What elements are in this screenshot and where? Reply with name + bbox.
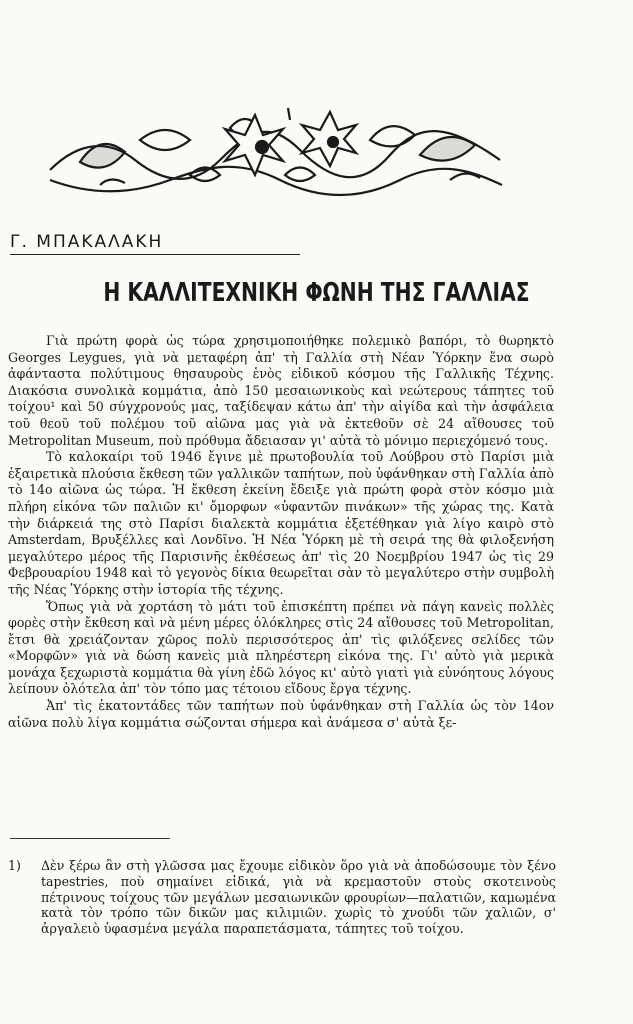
footnote-number: 1) [8, 858, 21, 873]
paragraph-4: Ἀπ' τὶς ἑκατοντάδες τῶν ταπήτων ποὺ ὑφάνθηκαν στὴ Γαλλία ὡς τὸν 14ον αἰῶνα πολὺ λίγα κομμάτια σώζονται σήμερα καὶ ἀνάμεσα σ' αὐτὰ ξε- [8, 698, 554, 730]
paragraph-2: Τὸ καλοκαίρι τοῦ 1946 ἔγινε μὲ πρωτοβουλία τοῦ Λούβρου στὸ Παρίσι μιὰ ἐξαιρετικὰ πλούσια ἔκθεση τῶν γαλλικῶν ταπήτων, ποὺ ὑφάνθηκαν στὴ Γαλλία ἀπὸ τὸ 14ο αἰῶνα ὡς τώρα. Ἡ ἔκθεση ἐκείνη ἔδειξε γιὰ πρώτη φορὰ στὸν κόσμο μιὰ πλήρη εἰκόνα τῶν παλιῶν κι' ὄμορφων «ὑφαντῶν πινάκων» τῆς χώρας της. Κατὰ τὴν διάρκειά της στὸ Παρίσι διαλεκτὰ κομμάτια ἐξετέθηκαν γιὰ λίγο καιρὸ στὸ Amsterdam, Βρυξέλλες καὶ Λονδῖνο. Ἡ Νέα Ὑόρκη μὲ τὴ σειρά της θὰ φιλοξενήση μεγαλύτερο μέρος τῆς Παρισινῆς ἐκθέσεως ἀπ' τὶς 20 Νοεμβρίου 1947 ὡς τὶς 29 Φεβρουαρίου 1948 καὶ τὸ γεγονὸς δίκια θεωρεῖται σὰν τὸ μεγαλύτερο στὴν συμβολὴ τῆς Νέας Ὑόρκης στὴν ἱστορία τῆς τέχνης. [8, 449, 554, 597]
floral-ornament-header [40, 100, 510, 210]
footnote [8, 858, 556, 937]
article-body [8, 333, 554, 731]
footnote-divider [10, 838, 170, 839]
author-byline: Γ. ΜΠΑΚΑΛΑΚΗ [10, 232, 300, 255]
paragraph-3: Ὅπως γιὰ νὰ χορτάση τὸ μάτι τοῦ ἐπισκέπτη πρέπει νὰ πάγη κανεὶς πολλὲς φορὲς στὴν ἔκθεση καὶ νὰ μένη μέρες ὁλόκληρες στὶς 24 αἴθουσες τοῦ Metropolitan, ἔτσι θὰ χρειάζονταν χῶρος πολὺ περισσότερος ἀπ' τὶς φιλόξενες σελίδες τῶν «Μορφῶν» γιὰ νὰ δώση κανεὶς μιὰ πληρέστερη εἰκόνα της. Γι' αὐτὸ γιὰ μερικὰ μονάχα ξεχωριστὰ κομμάτια θὰ γίνη ἐδῶ λόγος κι' αὐτὸ γιατὶ γιὰ εὐνόητους λόγους λείπουν ὁλότελα ἀπ' τὸν τόπο μας τέτοιου εἴδους ἔργα τέχνης. [8, 598, 554, 697]
paragraph-1: Γιὰ πρώτη φορὰ ὡς τώρα χρησιμοποιήθηκε πολεμικὸ βαπόρι, τὸ θωρηκτὸ Georges Leygues, γιὰ νὰ μεταφέρη ἀπ' τὴ Γαλλία στὴ Νέαν Ὑόρκην ἕνα σωρὸ ἀφάνταστα πολύτιμους θησαυροὺς ἑνὸς εἰδικοῦ κόσμου τῆς Γαλλικῆς Τέχνης. Διακόσια συνολικὰ κομμάτια, ἀπὸ 150 μεσαιωνικοὺς καὶ νεώτερους τάπητες τοῦ τοίχου¹ καὶ 50 σύγχρονούς μας, ταξίδεψαν κάτω ἀπ' τὴν αἰγίδα καὶ τὴν ἀσφάλεια τοῦ θεοῦ τοῦ πολέμου τοῦ αἰῶνα μας γιὰ νὰ ἐκτεθοῦν σὲ 24 αἴθουσες τοῦ Metropolitan Museum, ποὺ πρόθυμα ἄδειασαν γι' αὐτὰ τὸ μόνιμο περιεχόμενό τους. [8, 333, 554, 448]
footnote-text: Δὲν ξέρω ἂν στὴ γλῶσσα μας ἔχουμε εἰδικὸν ὅρο γιὰ νὰ ἀποδώσουμε τὸν ξένο tapestries, ποὺ σημαίνει εἰδικά, γιὰ νὰ κρεμαστοῦν στοὺς σκοτεινοὺς πέτρινους τοίχους τῶν μεγάλων μεσαιωνικῶν φρουρίων—παλατιῶν, καμωμένα κατὰ τὸν τρόπο τῶν δικῶν μας κιλιμιῶν. χωρὶς τὸ χνούδι τῶν χαλιῶν, σ' ἀργαλειὸ ὑφασμένα μεγάλα παραπετάσματα, τάπητες τοῦ τοίχου. [40, 858, 556, 937]
article-title: Η ΚΑΛΛΙΤΕΧΝΙΚΗ ΦΩΝΗ ΤΗΣ ΓΑΛΛΙΑΣ [103, 278, 530, 308]
